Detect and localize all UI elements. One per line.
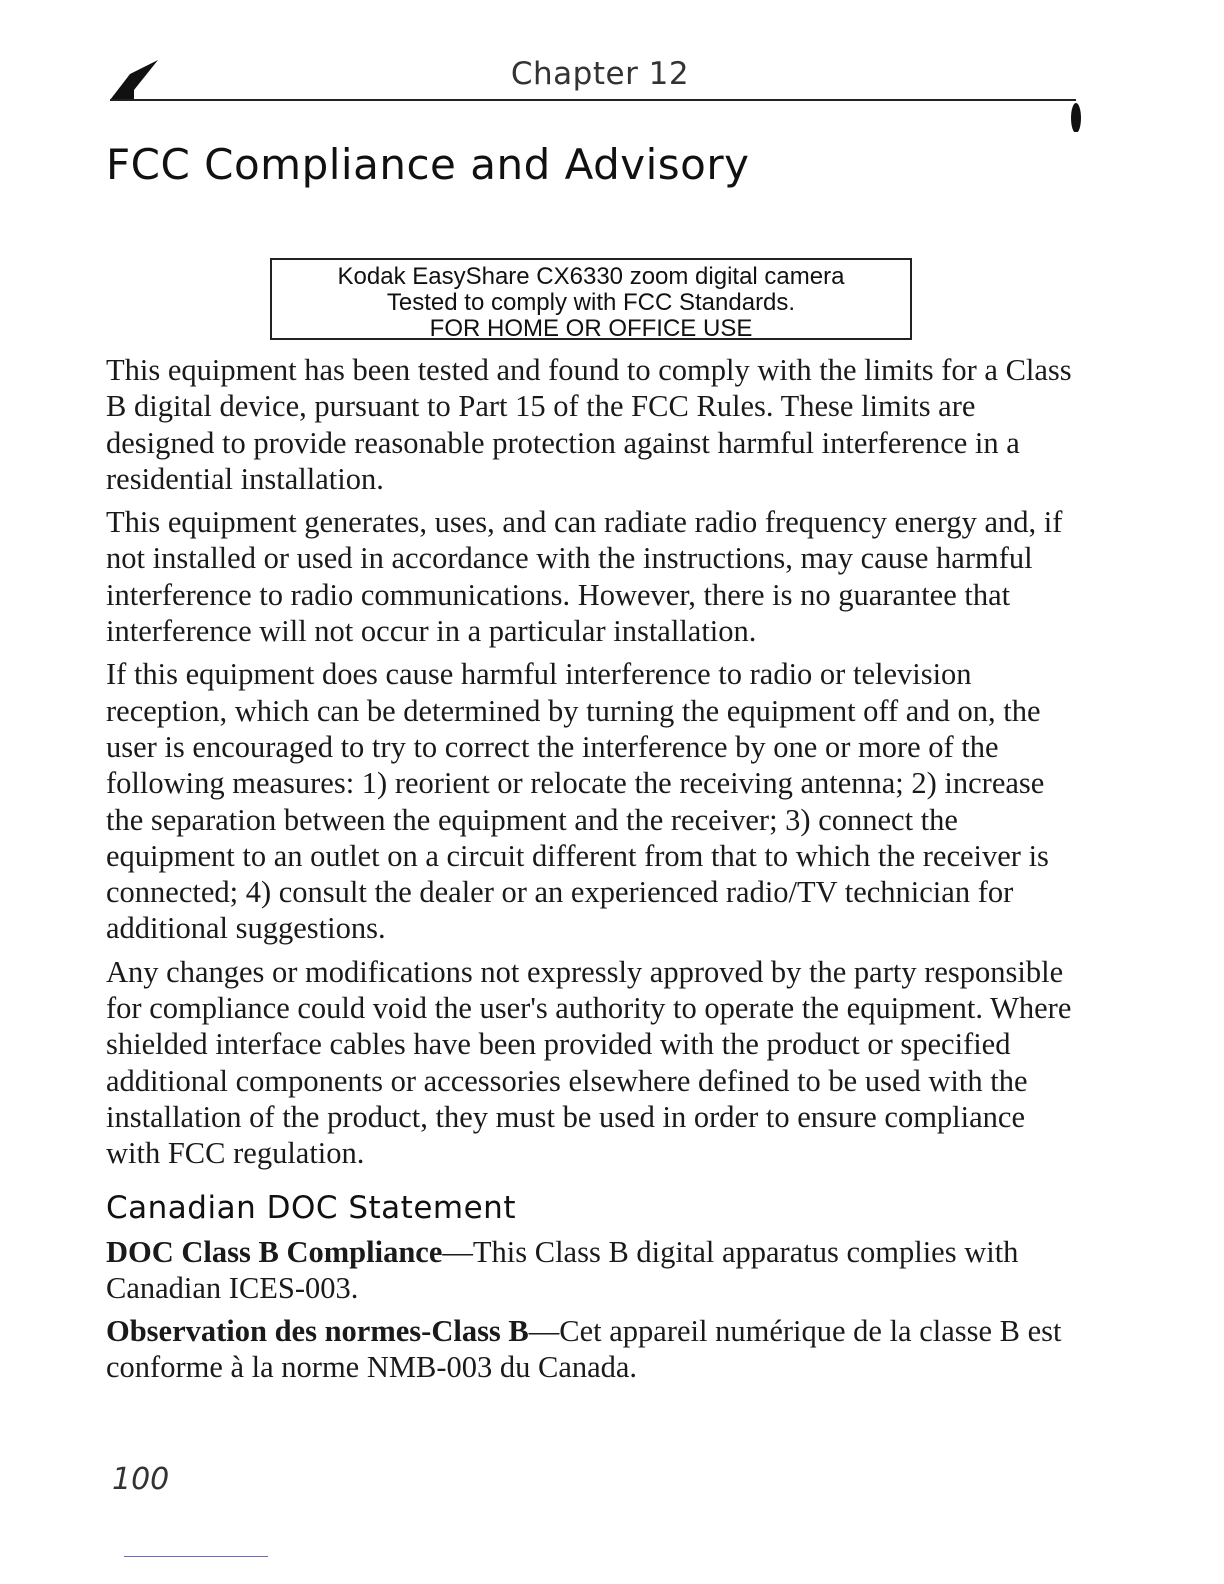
header-end-mark [1071, 103, 1081, 132]
footer-rule [124, 1556, 268, 1557]
doc-compliance-label: DOC Class B Compliance [106, 1234, 443, 1269]
paragraph-modifications: Any changes or modifications not expressly approved by the party responsible for compliance could void the user's authority to operate the equipment. Where shielded interface cables have been provided with the product or specified additional components or accessories elsewhere defined to be used with the installation of the product, they must be used in order to ensure compliance with FCC regulation. [106, 954, 1072, 1171]
paragraph-interference-measures: If this equipment does cause harmful interference to radio or television reception, which can be determined by turning the equipment off and on, the user is encouraged to try to correct the interference by one or more of the following measures: 1) reorient or relocate the receiving antenna; 2) increase the separation between the equipment and the receiver; 3) connect the equipment to an outlet on a circuit different from that to which the receiver is connected; 4) consult the dealer or an experienced radio/TV technician for additional suggestions. [106, 657, 1049, 946]
body-text [106, 352, 1081, 1393]
chapter-label: Chapter 12 [510, 56, 690, 92]
observation-paragraph [106, 1313, 1081, 1386]
doc-compliance-paragraph [106, 1234, 1081, 1307]
canadian-doc-heading: Canadian DOC Statement [106, 1189, 516, 1226]
notice-line-3: FOR HOME OR OFFICE USE [429, 315, 753, 342]
notice-line-1: Kodak EasyShare CX6330 zoom digital camera [337, 263, 845, 290]
notice-line-2: Tested to comply with FCC Standards. [386, 289, 796, 316]
fcc-notice-box [270, 258, 912, 340]
chapter-header [110, 52, 1090, 132]
page-number: 100 [112, 1462, 170, 1497]
observation-text: —Cet appareil numérique de la classe B est conforme à la norme NMB-003 du Canada. [106, 1314, 1062, 1385]
paragraph-radio-energy: This equipment generates, uses, and can radiate radio frequency energy and, if not installed or used in accordance with the instructions, may cause harmful interference to radio communications. However, there is no guarantee that interference will not occur in a particular installation. [106, 505, 1063, 649]
page-title: FCC Compliance and Advisory [106, 140, 750, 189]
observation-label: Observation des normes-Class B [106, 1314, 529, 1349]
paragraph-class-b-limits: This equipment has been tested and found to comply with the limits for a Class B digital device, pursuant to Part 15 of the FCC Rules. These limits are designed to provide reasonable protection against harmful interference in a residential installation. [106, 353, 1072, 496]
doc-compliance-text: —This Class B digital apparatus complies with Canadian ICES-003. [106, 1234, 1019, 1305]
